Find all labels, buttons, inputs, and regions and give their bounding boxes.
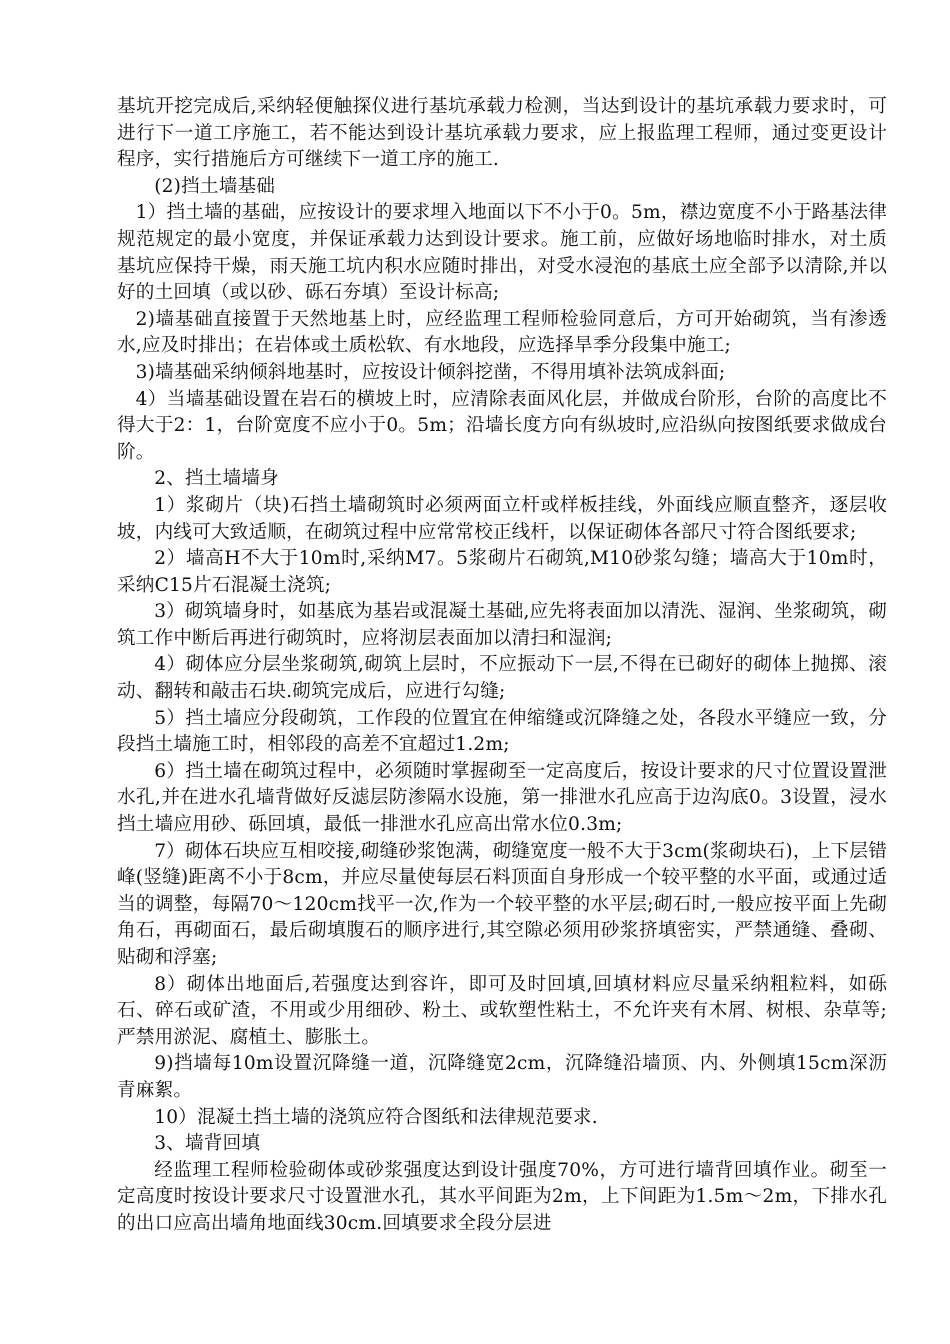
paragraph-wall-9: 9)挡墙每10m设置沉降缝一道，沉降缝宽2cm，沉降缝沿墙顶、内、外侧填15cm深沥青麻絮。 [117,1053,887,1101]
paragraph-wall-8: 8）砌体出地面后,若强度达到容许，即可及时回填,回填材料应尽量采纳粗粒料，如砾石、碎石或矿渣，不用或少用细砂、粉土、或软塑性粘土，不允许夹有木屑、树根、杂草等;严禁用淤泥、腐植土、膨胀土。 [117,973,887,1048]
paragraph-wall-7: 7）砌体石块应互相咬接,砌缝砂浆饱满，砌缝宽度一般不大于3cm(浆砌块石)，上下层错峰(竖缝)距离不小于8cm，并应尽量使每层石料顶面自身形成一个较平整的水平面，或通过适当的调整，每隔70～120cm找平一次,作为一个较平整的水平层;砌石时,一般应按平面上先砌角石，再砌面石，最后砌填腹石的顺序进行,其空隙必须用砂浆挤填密实，严禁通缝、叠砌、贴砌和浮塞; [117,840,888,968]
paragraph-wall-1: 1）浆砌片（块)石挡土墙砌筑时必须两面立杆或样板挂线，外面线应顺直整齐，逐层收坡，内线可大致适顺，在砌筑过程中应常常校正线杆，以保证砌体各部尺寸符合图纸要求; [117,494,887,543]
paragraph-wall-6: 6）挡土墙在砌筑过程中，必须随时掌握砌至一定高度后，按设计要求的尺寸位置设置泄水孔,并在进水孔墙背做好反滤层防渗隔水设施，第一排泄水孔应高于边沟底0。3设置，浸水挡土墙应用砂、砾回填，最低一排泄水孔应高出常水位0.3m; [117,760,887,836]
paragraph-foundation-2: 2)墙基础直接置于天然地基上时，应经监理工程师检验同意后，方可开始砌筑，当有渗透水,应及时排出；在岩体或土质松软、有水地段，应选择旱季分段集中施工; [117,308,887,357]
paragraph-intro: 基坑开挖完成后,采纳轻便触探仪进行基坑承载力检测，当达到设计的基坑承载力要求时，可进行下一道工序施工，若不能达到设计基坑承载力要求，应上报监理工程师，通过变更设计程序，实行措施后方可继续下一道工序的施工. [117,96,887,171]
paragraph-wall-4: 4）砌体应分层坐浆砌筑,砌筑上层时，不应振动下一层,不得在已砌好的砌体上抛掷、滚动、翻转和敲击石块.砌筑完成后，应进行勾缝; [117,654,887,703]
section-heading-wall-body: 2、挡土墙墙身 [154,468,279,490]
paragraph-wall-3: 3）砌筑墙身时，如基底为基岩或混凝土基础,应先将表面加以清洗、湿润、坐浆砌筑，砌筑工作中断后再进行砌筑时，应将沏层表面加以清扫和湿润; [117,601,887,649]
paragraph-backfill: 经监理工程师检验砌体或砂浆强度达到设计强度70%，方可进行墙背回填作业。砌至一定高度时按设计要求尺寸设置泄水孔，其水平间距为2m，上下间距为1.5m～2m，下排水孔的出口应高出墙角地面线30cm.回填要求全段分层进 [117,1159,887,1234]
paragraph-wall-5: 5）挡土墙应分段砌筑，工作段的位置宜在伸缩缝或沉降缝之处，各段水平缝应一致，分段挡土墙施工时，相邻段的高差不宜超过1.2m; [117,707,887,756]
section-heading-backfill: 3、墙背回填 [154,1133,261,1155]
paragraph-foundation-1: 1）挡土墙的基础，应按设计的要求埋入地面以下不小于0。5m，襟边宽度不小于路基法律规范规定的最小宽度，并保证承载力达到设计要求。施工前，应做好场地临时排水，对土质基坑应保持干燥，雨天施工坑内积水应随时排出，对受水浸泡的基底土应全部予以清除,并以好的土回填（或以砂、砾石夯填）至设计标高; [117,202,887,304]
section-heading-foundation: (2)挡土墙基础 [154,175,276,197]
paragraph-wall-2: 2）墙高H不大于10m时,采纳M7。5浆砌片石砌筑,M10砂浆勾缝；墙高大于10m时，采纳C15片石混凝土浇筑; [117,548,887,596]
document-body [117,94,887,1238]
paragraph-wall-10: 10）混凝土挡土墙的浇筑应符合图纸和法律规范要求. [154,1106,598,1128]
paragraph-foundation-4: 4）当墙基础设置在岩石的横坡上时，应清除表面风化层，并做成台阶形，台阶的高度比不得大于2：1，台阶宽度不应小于0。5m；沿墙长度方向有纵坡时,应沿纵向按图纸要求做成台阶。 [117,388,887,463]
paragraph-foundation-3: 3)墙基础采纳倾斜地基时，应按设计倾斜挖凿，不得用填补法筑成斜面; [135,361,726,383]
